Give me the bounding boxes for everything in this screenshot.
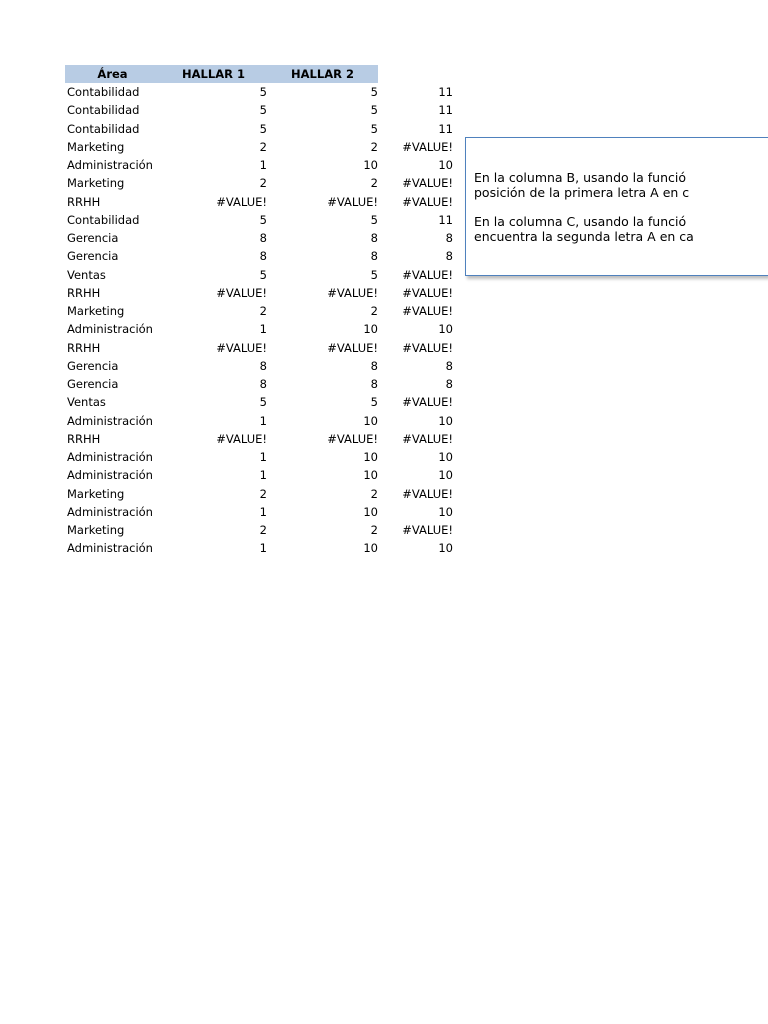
cell-hallar-1[interactable]: 1 <box>259 158 267 172</box>
cell-col-3[interactable]: 10 <box>438 158 453 172</box>
cell-col-3[interactable]: 11 <box>438 103 453 118</box>
cell-hallar-2[interactable]: 5 <box>370 103 378 118</box>
cell-col-3[interactable]: 10 <box>438 541 453 556</box>
cell-hallar-2[interactable]: 8 <box>370 358 378 373</box>
table-row <box>65 503 465 521</box>
cell-hallar-1[interactable]: 2 <box>259 486 267 501</box>
table-row <box>65 339 465 357</box>
cell-hallar-1[interactable]: 1 <box>259 450 267 464</box>
cell-hallar-2[interactable]: 10 <box>363 450 378 464</box>
cell-col-3[interactable]: 10 <box>438 413 453 428</box>
cell-hallar-2[interactable]: 5 <box>370 395 378 410</box>
cell-hallar-2[interactable]: 10 <box>363 413 378 428</box>
cell-hallar-1[interactable]: 5 <box>259 212 267 227</box>
table-row <box>65 156 465 174</box>
cell-hallar-2[interactable]: #VALUE! <box>327 194 378 209</box>
table-row <box>65 247 465 265</box>
cell-area[interactable]: Administración <box>67 413 153 428</box>
table-row <box>65 357 465 375</box>
note-paragraph-2-line-2: encuentra la segunda letra A en ca <box>474 229 694 244</box>
cell-area[interactable]: RRHH <box>67 431 101 446</box>
cell-hallar-1[interactable]: 1 <box>259 504 267 519</box>
cell-hallar-1[interactable]: 5 <box>259 395 267 410</box>
cell-hallar-2[interactable]: 10 <box>363 158 378 172</box>
cell-area[interactable]: Administración <box>67 504 153 519</box>
table-row <box>65 412 465 430</box>
table-row <box>65 430 465 448</box>
cell-hallar-2[interactable]: 5 <box>370 85 378 99</box>
cell-hallar-2[interactable]: 2 <box>370 486 378 501</box>
cell-hallar-1[interactable]: 2 <box>259 523 267 537</box>
cell-hallar-1[interactable]: #VALUE! <box>216 285 267 300</box>
cell-col-3[interactable]: 10 <box>438 322 453 337</box>
note-paragraph-2-line-1: En la columna C, usando la funció <box>474 214 687 229</box>
cell-hallar-2[interactable]: 10 <box>363 322 378 337</box>
cell-area[interactable]: Administración <box>67 158 153 172</box>
table-row <box>65 266 465 284</box>
cell-col-3[interactable]: 10 <box>438 468 453 483</box>
cell-col-3[interactable]: #VALUE! <box>402 176 453 191</box>
cell-hallar-1[interactable]: 8 <box>259 231 267 245</box>
cell-area[interactable]: Marketing <box>67 139 125 154</box>
cell-hallar-2[interactable]: 10 <box>363 504 378 519</box>
cell-area[interactable]: Contabilidad <box>67 103 140 118</box>
table-row <box>65 521 465 539</box>
cell-hallar-2[interactable]: 5 <box>370 121 378 136</box>
table-row <box>65 211 465 229</box>
cell-col-3[interactable]: #VALUE! <box>402 139 453 154</box>
note-paragraph-2 <box>474 214 768 244</box>
cell-hallar-1[interactable]: #VALUE! <box>216 340 267 355</box>
cell-hallar-1[interactable]: 5 <box>259 85 267 99</box>
cell-col-3[interactable]: 8 <box>445 249 453 264</box>
cell-hallar-1[interactable]: 2 <box>259 176 267 191</box>
cell-hallar-2[interactable]: #VALUE! <box>327 285 378 300</box>
cell-col-3[interactable]: 11 <box>438 85 453 99</box>
cell-area[interactable]: Marketing <box>67 176 125 191</box>
cell-hallar-2[interactable]: 5 <box>370 267 378 282</box>
cell-area[interactable]: RRHH <box>67 194 101 209</box>
cell-col-3[interactable]: 10 <box>438 450 453 464</box>
cell-col-3[interactable]: 10 <box>438 504 453 519</box>
table-row <box>65 448 465 466</box>
cell-col-3[interactable]: 8 <box>445 377 453 391</box>
cell-area[interactable]: Marketing <box>67 523 125 537</box>
cell-hallar-2[interactable]: 2 <box>370 523 378 537</box>
cell-area[interactable]: Gerencia <box>67 377 119 391</box>
header-row <box>65 65 378 83</box>
cell-hallar-1[interactable]: 1 <box>259 322 267 337</box>
cell-hallar-1[interactable]: 5 <box>259 267 267 282</box>
cell-col-3[interactable]: 11 <box>438 121 453 136</box>
cell-col-3[interactable]: #VALUE! <box>402 267 453 282</box>
table-row <box>65 193 465 211</box>
cell-col-3[interactable]: #VALUE! <box>402 340 453 355</box>
cell-hallar-1[interactable]: 5 <box>259 121 267 136</box>
table-row <box>65 393 465 411</box>
cell-area[interactable]: Administración <box>67 541 153 556</box>
cell-hallar-1[interactable]: 1 <box>259 468 267 483</box>
cell-area[interactable]: Contabilidad <box>67 212 140 227</box>
cell-hallar-1[interactable]: 2 <box>259 139 267 154</box>
table-row <box>65 101 465 119</box>
table-row <box>65 375 465 393</box>
cell-hallar-1[interactable]: 8 <box>259 249 267 264</box>
cell-hallar-2[interactable]: 10 <box>363 468 378 483</box>
cell-hallar-1[interactable]: #VALUE! <box>216 431 267 446</box>
cell-hallar-2[interactable]: 10 <box>363 541 378 556</box>
cell-hallar-2[interactable]: 2 <box>370 304 378 318</box>
cell-hallar-1[interactable]: 5 <box>259 103 267 118</box>
cell-hallar-1[interactable]: 8 <box>259 358 267 373</box>
cell-area[interactable]: Gerencia <box>67 249 119 264</box>
table-row <box>65 174 465 192</box>
cell-area[interactable]: Ventas <box>67 395 106 410</box>
cell-area[interactable]: Administración <box>67 450 153 464</box>
note-paragraph-1-line-2: posición de la primera letra A en c <box>474 185 690 200</box>
table-row <box>65 485 465 503</box>
cell-col-3[interactable]: #VALUE! <box>402 431 453 446</box>
header-hallar-1[interactable]: HALLAR 1 <box>182 67 245 81</box>
cell-hallar-2[interactable]: 8 <box>370 377 378 391</box>
cell-hallar-2[interactable]: #VALUE! <box>327 340 378 355</box>
data-rows <box>65 83 465 558</box>
cell-col-3[interactable]: #VALUE! <box>402 486 453 501</box>
cell-area[interactable]: Contabilidad <box>67 121 140 136</box>
cell-area[interactable]: Administración <box>67 468 153 483</box>
cell-area[interactable]: Marketing <box>67 486 125 501</box>
cell-col-3[interactable]: 8 <box>445 358 453 373</box>
table-row <box>65 284 465 302</box>
cell-area[interactable]: Gerencia <box>67 358 119 373</box>
cell-col-3[interactable]: #VALUE! <box>402 523 453 537</box>
table-row <box>65 539 465 557</box>
cell-hallar-1[interactable]: 2 <box>259 304 267 318</box>
cell-col-3[interactable]: #VALUE! <box>402 194 453 209</box>
cell-hallar-1[interactable]: 1 <box>259 541 267 556</box>
cell-area[interactable]: RRHH <box>67 340 101 355</box>
cell-hallar-2[interactable]: 2 <box>370 139 378 154</box>
cell-hallar-2[interactable]: 5 <box>370 212 378 227</box>
cell-hallar-1[interactable]: #VALUE! <box>216 194 267 209</box>
cell-col-3[interactable]: #VALUE! <box>402 304 453 318</box>
table-row <box>65 466 465 484</box>
cell-hallar-1[interactable]: 8 <box>259 377 267 391</box>
note-text-box[interactable] <box>465 137 768 276</box>
header-area[interactable]: Área <box>97 67 128 81</box>
cell-hallar-2[interactable]: 8 <box>370 249 378 264</box>
table-row <box>65 320 465 338</box>
cell-hallar-2[interactable]: 2 <box>370 176 378 191</box>
cell-area[interactable]: Administración <box>67 322 153 337</box>
table-row <box>65 138 465 156</box>
cell-col-3[interactable]: 8 <box>445 231 453 245</box>
cell-area[interactable]: Gerencia <box>67 231 119 245</box>
cell-area[interactable]: Ventas <box>67 267 106 282</box>
cell-hallar-2[interactable]: 8 <box>370 231 378 245</box>
cell-hallar-1[interactable]: 1 <box>259 413 267 428</box>
cell-area[interactable]: RRHH <box>67 285 101 300</box>
cell-col-3[interactable]: #VALUE! <box>402 395 453 410</box>
header-hallar-2[interactable]: HALLAR 2 <box>291 67 354 81</box>
table-row <box>65 83 465 101</box>
table-row <box>65 302 465 320</box>
cell-area[interactable]: Contabilidad <box>67 85 140 99</box>
cell-area[interactable]: Marketing <box>67 304 125 318</box>
table-row <box>65 120 465 138</box>
cell-hallar-2[interactable]: #VALUE! <box>327 431 378 446</box>
table-row <box>65 229 465 247</box>
note-paragraph-1-line-1: En la columna B, usando la funció <box>474 170 686 185</box>
note-paragraph-1 <box>474 170 768 200</box>
cell-col-3[interactable]: #VALUE! <box>402 285 453 300</box>
cell-col-3[interactable]: 11 <box>438 212 453 227</box>
